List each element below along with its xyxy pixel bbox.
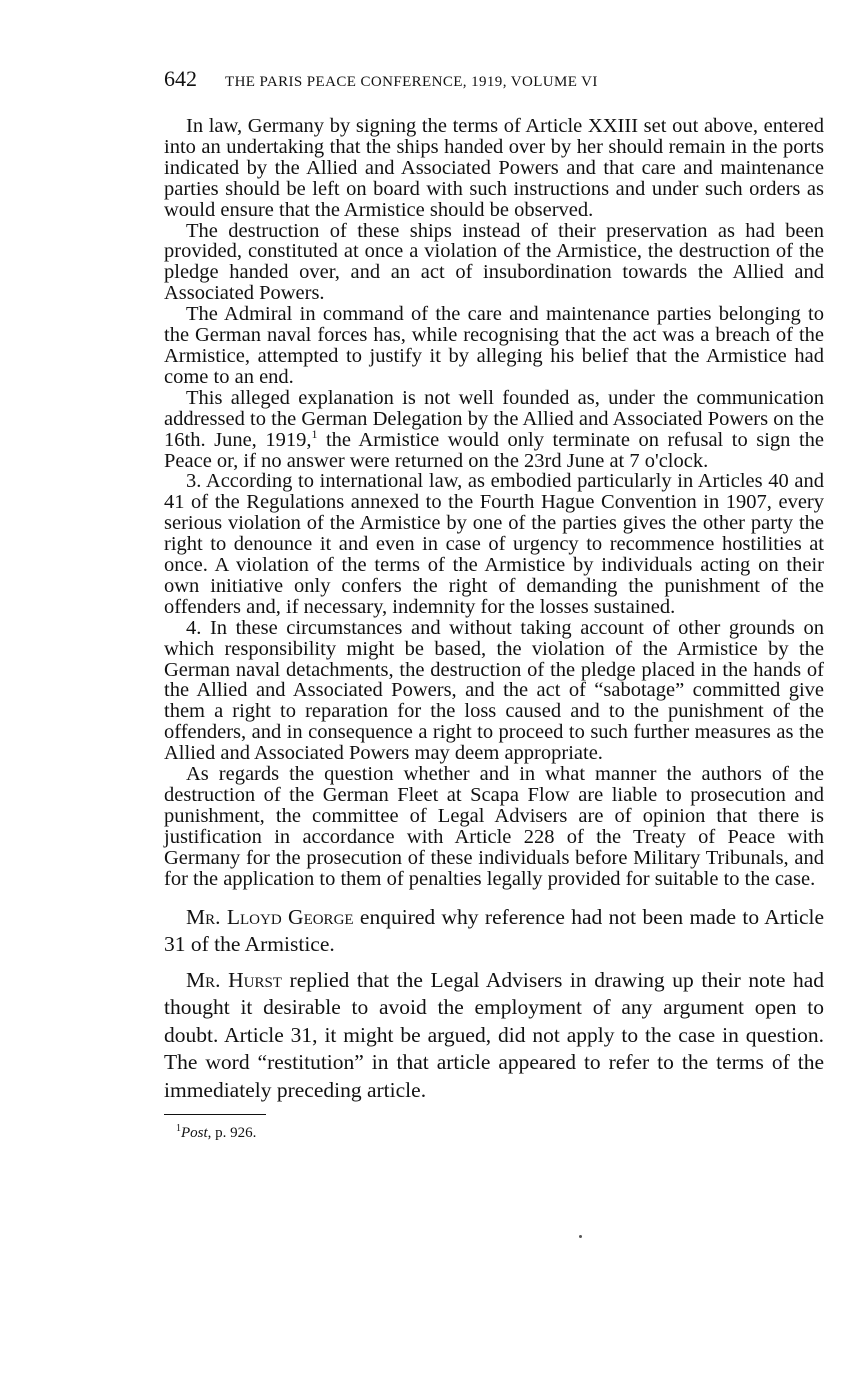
running-title: THE PARIS PEACE CONFERENCE, 1919, VOLUME VI — [225, 74, 598, 90]
quote-paragraph: The destruction of these ships instead of their preservation as had been provided, constituted at once a violation of the Armistice, the destruction of the pledge handed over, and an act of insubordination towards the Allied and Associated Powers. — [164, 219, 824, 305]
body-text: replied that the Legal Advisers in drawing up their note had thought it desirable to avoid the employment of any argument open to doubt. Article 31, it might be argued, did not apply to the case in question. The word “restitution” in that article appeared to refer to the terms of the immediately preceding article. — [164, 967, 824, 1102]
quoted-note — [164, 116, 824, 890]
quote-paragraph: 3. According to international law, as embodied particularly in Articles 40 and 41 of the Regulations annexed to the Fourth Hague Convention in 1907, every serious violation of the Armistice by one of the parties gives the other party the right to denounce it and even in case of urgency to recommence hostilities at once. A violation of the terms of the Armistice by individuals acting on their own initiative only confers the right of demanding the punishment of the offenders and, if necessary, indemnity for the losses sustained. — [164, 470, 824, 618]
scan-speck — [579, 1235, 582, 1238]
document-page — [164, 66, 824, 1142]
quote-paragraph: The Admiral in command of the care and maintenance parties belonging to the German naval forces has, while recognising that the act was a breach of the Armistice, attempted to justify it by alleging his belief that the Armistice had come to an end. — [164, 303, 824, 388]
speaker-name: Mr. Lloyd George — [186, 904, 354, 929]
footnote — [164, 1123, 824, 1142]
footnote-divider — [164, 1114, 266, 1115]
footnote-reference[interactable]: 1 — [311, 426, 318, 441]
footnote-text: , p. 926. — [207, 1125, 257, 1142]
body-text: enquired why reference had not been made to Article 31 of the Armistice. — [164, 904, 825, 957]
footnote-mark: 1 — [176, 1123, 181, 1135]
quote-paragraph: In law, Germany by signing the terms of Article XXIII set out above, entered into an undertaking that the ships handed over by her should remain in the ports indicated by the Allied and Associated Powers and that care and maintenance parties should be left on board with such instructions and under such orders as would ensure that the Armistice should be observed. — [164, 115, 824, 221]
page-header — [164, 66, 824, 98]
quote-text: the Armistice would only terminate on refusal to sign the Peace or, if no answer were returned on the 23rd June at 7 o'clock. — [164, 428, 824, 472]
body-paragraph — [164, 967, 824, 1105]
quote-text: This alleged explanation is not well founded as, under the communication addressed to the German Delegation by the Allied and Associated Powers on the 16th. June, 1919, — [164, 386, 824, 451]
page-number: 642 — [164, 66, 197, 91]
body-paragraph — [164, 904, 824, 959]
speaker-name: Mr. Hurst — [186, 967, 282, 992]
discussion — [164, 904, 824, 1105]
footnote-source: Post — [181, 1125, 208, 1142]
quote-paragraph: As regards the question whether and in what manner the authors of the destruction of the German Fleet at Scapa Flow are liable to prosecution and punishment, the committee of Legal Advisers are of opinion that there is justification in accordance with Article 228 of the Treaty of Peace with Germany for the prosecution of these individuals before Military Tribunals, and for the application to them of penalties legally provided for suitable to the case. — [164, 763, 824, 890]
quote-paragraph: 4. In these circumstances and without taking account of other grounds on which responsibility might be based, the violation of the Armistice by the German naval detachments, the destruction of the pledge placed in the hands of the Allied and Associated Powers, and the act of “sabotage” committed give them a right to reparation for the loss caused and to the punishment of the offenders, and in consequence a right to proceed to such further measures as the Allied and Associated Powers may deem appropriate. — [164, 616, 824, 765]
quote-paragraph — [164, 388, 824, 472]
